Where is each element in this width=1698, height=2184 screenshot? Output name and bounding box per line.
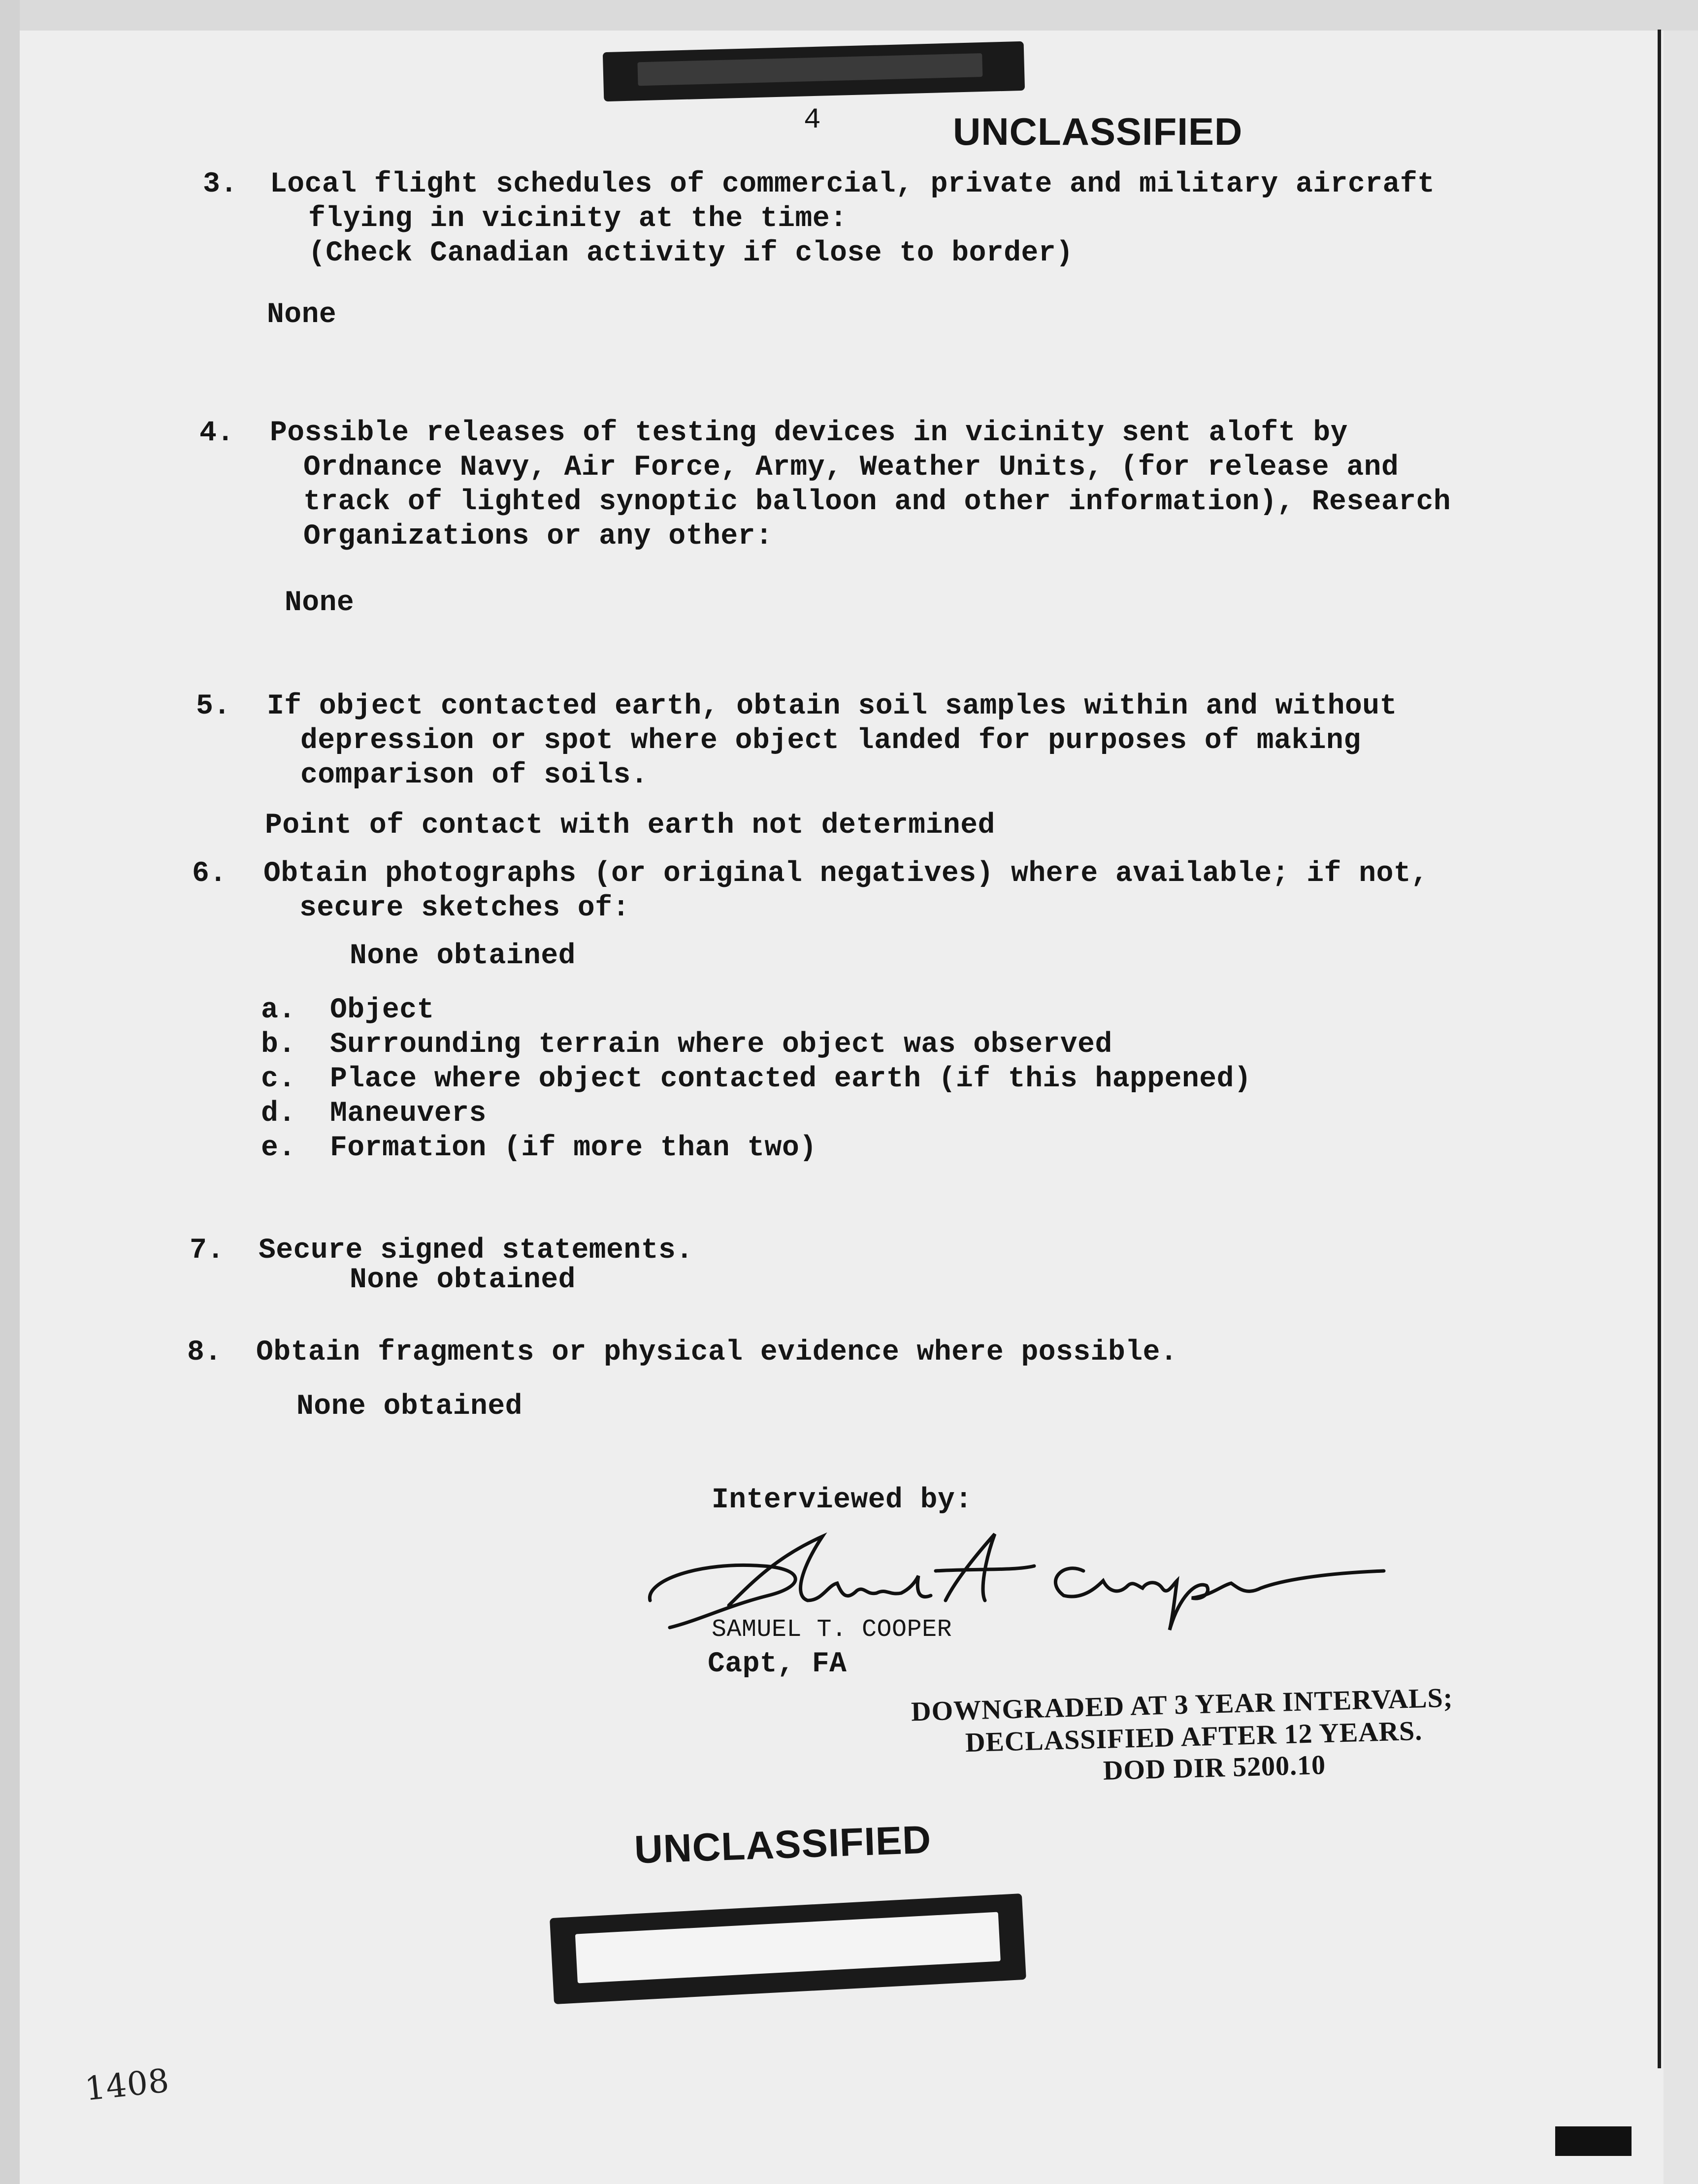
item-6-sub-b-text: Surrounding terrain where object was observed [330,1029,1112,1061]
classification-stamp-top: UNCLASSIFIED [953,110,1243,153]
item-3-answer: None [267,299,337,331]
item-7-line-1: Secure signed statements. [259,1235,693,1267]
classification-stamp-bottom: UNCLASSIFIED [633,1817,932,1872]
downgrade-stamp-line-1: DOWNGRADED AT 3 YEAR INTERVALS; [911,1682,1454,1728]
item-4-answer: None [285,587,355,619]
corner-mark [1555,2126,1632,2156]
item-4-line-4: Organizations or any other: [303,521,773,553]
item-8-number: 8. [187,1336,222,1369]
downgrade-stamp-line-3: DOD DIR 5200.10 [1103,1750,1326,1786]
item-6-answer: None obtained [350,940,576,972]
item-6-line-1: Obtain photographs (or original negatives) where available; if not, [263,858,1429,890]
item-7-number: 7. [190,1235,225,1267]
item-6-line-2: secure sketches of: [299,892,630,924]
page-number: 4 [804,104,821,136]
interviewed-by-label: Interviewed by: [712,1484,973,1516]
signer-name: SAMUEL T. COOPER [712,1616,952,1644]
item-5-line-2: depression or spot where object landed for purposes of making [300,725,1361,757]
item-8-line-1: Obtain fragments or physical evidence where possible. [256,1336,1178,1369]
item-3-line-1: Local flight schedules of commercial, private and military aircraft [270,168,1435,200]
signer-rank: Capt, FA [708,1648,847,1680]
item-7-answer: None obtained [350,1264,576,1296]
item-4-number: 4. [199,417,234,449]
item-6-sub-a-letter: a. [261,994,296,1026]
item-6-number: 6. [192,858,227,890]
item-6-sub-e-text: Formation (if more than two) [330,1132,817,1164]
item-4-line-1: Possible releases of testing devices in vicinity sent aloft by [270,417,1348,449]
item-4-line-2: Ordnance Navy, Air Force, Army, Weather Units, (for release and [303,452,1399,484]
item-5-answer: Point of contact with earth not determined [265,810,995,842]
page-right-edge [1658,30,1661,2068]
item-3-line-2: flying in vicinity at the time: [308,203,848,235]
item-5-line-3: comparison of soils. [300,759,649,791]
handwritten-page-number: 1408 [83,2061,171,2108]
item-3-number: 3. [203,168,238,200]
scan-top-border [0,0,1698,31]
scan-left-border [0,0,20,2184]
item-4-line-3: track of lighted synoptic balloon and other information), Research [303,486,1451,518]
item-6-sub-c-letter: c. [261,1063,296,1095]
item-6-sub-d-text: Maneuvers [330,1098,487,1130]
item-6-sub-e-letter: e. [261,1132,296,1164]
item-6-sub-a-text: Object [330,994,434,1026]
item-6-sub-c-text: Place where object contacted earth (if this happened) [330,1063,1252,1095]
item-8-answer: None obtained [296,1391,522,1423]
item-5-line-1: If object contacted earth, obtain soil samples within and without [267,690,1397,722]
item-3-line-3: (Check Canadian activity if close to border) [308,237,1074,269]
item-5-number: 5. [196,690,231,722]
item-6-sub-b-letter: b. [261,1029,296,1061]
item-6-sub-d-letter: d. [261,1098,296,1130]
downgrade-stamp-line-2: DECLASSIFIED AFTER 12 YEARS. [965,1715,1423,1759]
